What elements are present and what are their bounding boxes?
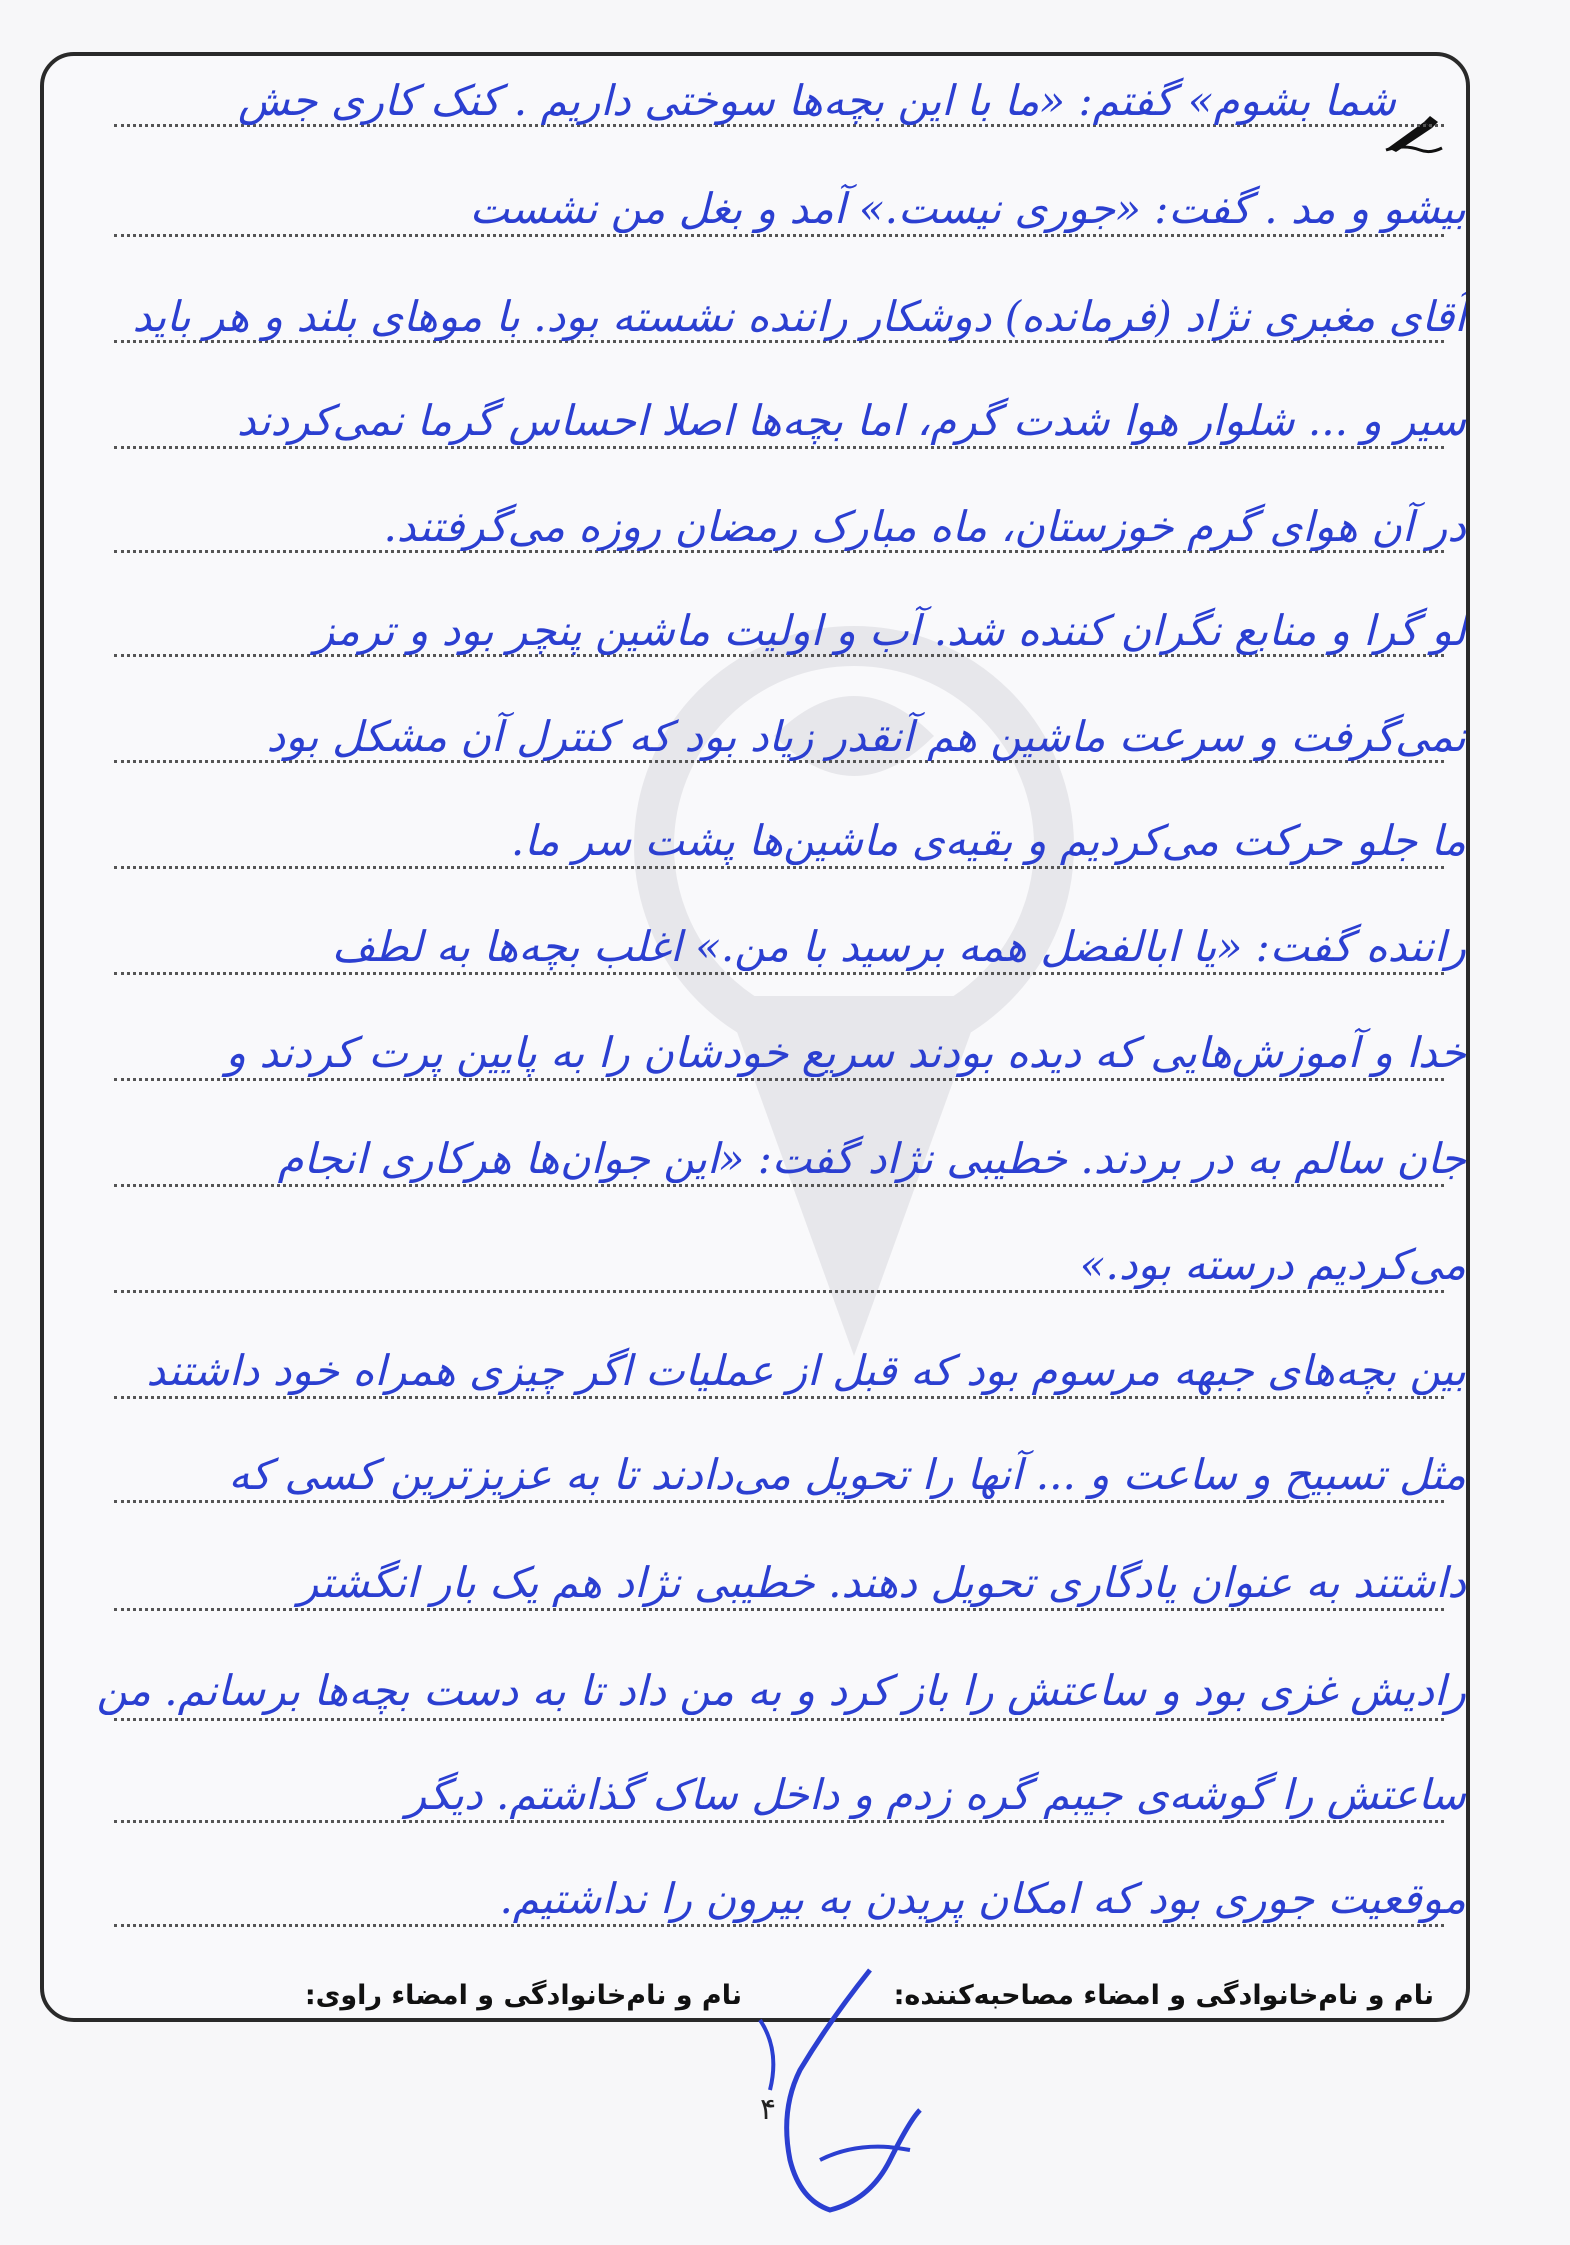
page-number: ۴ xyxy=(760,2092,777,2127)
handwritten-signature-icon xyxy=(720,1960,960,2230)
narrator-signature-label: نام و نام‌خانوادگی و امضاء راوی: xyxy=(304,1980,742,2011)
dotted-rule xyxy=(114,1078,1444,1081)
dotted-rule xyxy=(114,1924,1444,1927)
handwritten-line: شما بشوم» گفتم: «ما با این بچه‌ها سوختی داریم . کنک کاری جش xyxy=(237,76,1396,125)
handwritten-line: آقای مغبری نژاد (فرمانده) دوشکار راننده نشسته بود. با موهای بلند و هر باید xyxy=(132,292,1466,341)
handwritten-line: داشتند به عنوان یادگاری تحویل دهند. خطیبی نژاد هم یک بار انگشتر xyxy=(297,1558,1466,1607)
dotted-rule xyxy=(114,446,1444,449)
dotted-rule xyxy=(114,1184,1444,1187)
handwritten-line: جان سالم به در بردند. خطیبی نژاد گفت: «این جوان‌ها هرکاری انجام xyxy=(277,1134,1466,1183)
dotted-rule xyxy=(114,972,1444,975)
handwritten-line: می‌کردیم درسته بود.» xyxy=(1079,1240,1466,1289)
dotted-rule xyxy=(114,234,1444,237)
dotted-rule xyxy=(114,1500,1444,1503)
handwritten-line: راننده گفت: «یا ابالفضل همه برسید با من.» اغلب بچه‌ها به لطف xyxy=(331,922,1466,971)
handwritten-line: مثل تسبیح و ساعت و ... آنها را تحویل می‌دادند تا به عزیزترین کسی که xyxy=(228,1450,1466,1499)
handwritten-line: خدا و آموزش‌هایی که دیده بودند سریع خودشان را به پایین پرت کردند و xyxy=(225,1028,1466,1077)
dotted-rule xyxy=(114,1820,1444,1823)
handwritten-line: نمی‌گرفت و سرعت ماشین هم آنقدر زیاد بود که کنترل آن مشکل بود xyxy=(266,712,1466,761)
dotted-rule xyxy=(114,1396,1444,1399)
handwritten-line: بین بچه‌های جبهه مرسوم بود که قبل از عملیات اگر چیزی همراه خود داشتند xyxy=(146,1346,1466,1395)
handwritten-line: ساعتش را گوشه‌ی جیبم گره زدم و داخل ساک گذاشتم. دیگر xyxy=(405,1770,1466,1819)
handwritten-line: ما جلو حرکت می‌کردیم و بقیه‌ی ماشین‌ها پشت سر ما. xyxy=(510,816,1466,865)
page-frame xyxy=(40,52,1470,2022)
dotted-rule xyxy=(114,1608,1444,1611)
dotted-rule xyxy=(114,866,1444,869)
dotted-rule xyxy=(114,1290,1444,1293)
handwritten-line: در آن هوای گرم خوزستان، ماه مبارک رمضان روزه می‌گرفتند. xyxy=(383,502,1466,551)
dotted-rule xyxy=(114,1718,1444,1721)
handwritten-line: لو گرا و منابع نگران کننده شد. آب و اولیت ماشین پنچر بود و ترمز xyxy=(314,606,1466,655)
interviewer-signature-label: نام و نام‌خانوادگی و امضاء مصاحبه‌کننده: xyxy=(893,1980,1434,2011)
handwritten-line: بیشو و مد . گفت: «جوری نیست.» آمد و بغل من نشست xyxy=(469,184,1466,233)
handwritten-line: موقعیت جوری بود که امکان پریدن به بیرون را نداشتیم. xyxy=(499,1874,1466,1923)
handwritten-line: سیر و ... شلوار هوا شدت گرم، اما بچه‌ها اصلا احساس گرما نمی‌کردند xyxy=(236,396,1466,445)
handwritten-line: رادیش غزی بود و ساعتش را باز کرد و به من داد تا به دست بچه‌ها برسانم. من xyxy=(96,1666,1466,1715)
